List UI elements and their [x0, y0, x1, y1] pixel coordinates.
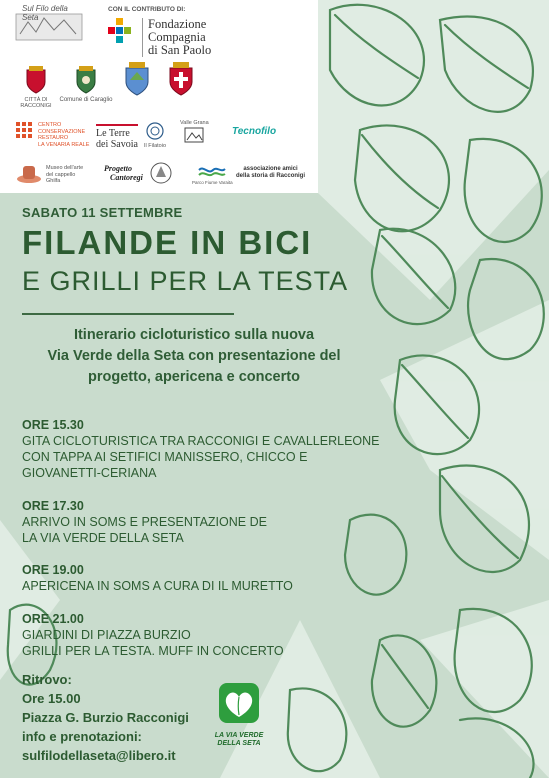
- comune-crest-4: [168, 62, 194, 99]
- event-date: SABATO 11 SETTEMBRE: [22, 205, 183, 220]
- progetto-line-1: Progetto: [104, 164, 132, 173]
- event-time: ORE 19.00: [22, 563, 84, 577]
- ritrovo-time: Ore 15.00: [22, 691, 81, 706]
- sul-filo-text: Sul Filo della Seta: [22, 4, 68, 22]
- progetto-line-2: Cantoregi: [110, 173, 143, 182]
- info-label: info e prenotazioni:: [22, 729, 142, 744]
- comune-crest-3: [124, 62, 150, 99]
- caraglio-text: Comune di Caraglio: [59, 96, 113, 103]
- filatoio-text: Il Filatoio: [144, 142, 167, 149]
- valle-grana-icon: [183, 126, 205, 144]
- centro-line-4: LA VENARIA REALE: [38, 141, 90, 148]
- contact-email[interactable]: sulfilodellaseta@libero.it: [22, 748, 176, 763]
- via-verde-line-2: DELLA SETA: [217, 740, 261, 747]
- event-line: GRILLI PER LA TESTA. MUFF IN CONCERTO: [22, 644, 284, 658]
- racconigi-text: CITTÀ DI RACCONIGI: [20, 96, 52, 109]
- museo-line-1: Museo dell'arte: [46, 165, 84, 171]
- title-line-2: E GRILLI PER LA TESTA: [22, 266, 349, 296]
- via-verde-line-1: LA VIA VERDE: [214, 732, 264, 739]
- parco-varaita-logo: [192, 164, 233, 186]
- museo-line-2: del cappello: [46, 171, 76, 178]
- event-line: GIOVANETTI-CERIANA: [22, 466, 157, 480]
- event-time: ORE 17.30: [22, 499, 84, 513]
- intro-paragraph: [20, 325, 368, 388]
- event-line: APERICENA IN SOMS A CURA DI IL MURETTO: [22, 579, 293, 593]
- event-line: LA VIA VERDE DELLA SETA: [22, 531, 184, 545]
- meeting-info: [22, 670, 189, 765]
- fondazione-line-3: di San Paolo: [148, 43, 212, 57]
- centro-text: [38, 122, 89, 148]
- crest-icon: [168, 62, 194, 96]
- terre-line-1: Le Terre: [96, 128, 130, 139]
- fondazione-mosaic-icon: [108, 18, 132, 46]
- hat-icon: [16, 162, 42, 184]
- event-line: GITA CICLOTURISTICA TRA RACCONIGI E CAVALLERLEONE: [22, 434, 380, 448]
- terre-savoia-logo: [96, 124, 138, 150]
- title-line-1: FILANDE IN BICI: [22, 224, 313, 261]
- centro-line-1: CENTRO: [38, 122, 62, 128]
- museo-text: [46, 165, 83, 185]
- associazione-logo: [236, 166, 305, 180]
- terre-line-2: dei Savoia: [96, 139, 138, 150]
- sul-filo-logo: [14, 4, 84, 45]
- fondazione-line-1: Fondazione: [148, 17, 207, 31]
- racconigi-logo: [16, 66, 56, 109]
- event-item-3: [22, 562, 293, 594]
- tecnofilo-logo: Tecnofilo: [232, 126, 277, 137]
- ritrovo-label: Ritrovo:: [22, 672, 72, 687]
- valle-grana-logo: [180, 120, 209, 147]
- event-time: ORE 21.00: [22, 612, 84, 626]
- filatoio-logo: [144, 122, 166, 149]
- filatoio-seal-icon: [146, 122, 164, 140]
- fondazione-logo: [108, 18, 132, 49]
- associazione-line-2: della storia di Racconigi: [236, 173, 306, 179]
- centro-grid-icon: [16, 122, 32, 138]
- racconigi-crest-icon: [25, 66, 47, 94]
- fondazione-line-2: Compagnia: [148, 30, 206, 44]
- intro-line-3: progetto, apericena e concerto: [88, 369, 300, 385]
- centro-line-3: RESTAURO: [38, 135, 69, 141]
- event-item-4: [22, 611, 284, 659]
- event-item-2: [22, 498, 267, 546]
- associazione-line-1: associazione amici: [243, 166, 298, 172]
- intro-line-1: Itinerario cicloturistico sulla nuova: [73, 327, 315, 343]
- caraglio-crest-icon: [75, 66, 97, 94]
- crest-emblem-logo: [150, 160, 172, 189]
- caraglio-logo: [58, 66, 114, 103]
- event-line: GIARDINI DI PIAZZA BURZIO: [22, 628, 191, 642]
- fondazione-text: [142, 18, 211, 57]
- heart-leaf-icon: [211, 683, 267, 727]
- river-wave-icon: [198, 164, 226, 178]
- crest-icon: [124, 62, 150, 96]
- contributo-label: CON IL CONTRIBUTO DI:: [108, 6, 186, 13]
- event-line: CON TAPPA AI SETIFICI MANISSERO, CHICCO E: [22, 450, 308, 464]
- event-time: ORE 15.30: [22, 418, 84, 432]
- centro-line-2: CONSERVAZIONE: [38, 128, 86, 135]
- sponsor-logos-panel: [0, 0, 318, 193]
- ritrovo-place: Piazza G. Burzio Racconigi: [22, 710, 189, 725]
- event-line: ARRIVO IN SOMS E PRESENTAZIONE DE: [22, 515, 267, 529]
- intro-line-2: Via Verde della Seta con presentazione del: [47, 348, 341, 364]
- progetto-cantoregi-logo: [104, 164, 143, 182]
- event-item-1: [22, 417, 380, 481]
- via-verde-logo: [211, 683, 267, 745]
- museo-cappello-logo: [16, 162, 42, 187]
- museo-line-3: Ghilfa: [46, 178, 61, 184]
- centro-conservazione-logo: [16, 122, 32, 141]
- emblem-icon: [150, 160, 172, 186]
- title-divider: [22, 313, 234, 315]
- parco-text: Parco Fiume Varaita: [192, 179, 233, 185]
- valle-grana-text: Valle Grana: [180, 120, 209, 126]
